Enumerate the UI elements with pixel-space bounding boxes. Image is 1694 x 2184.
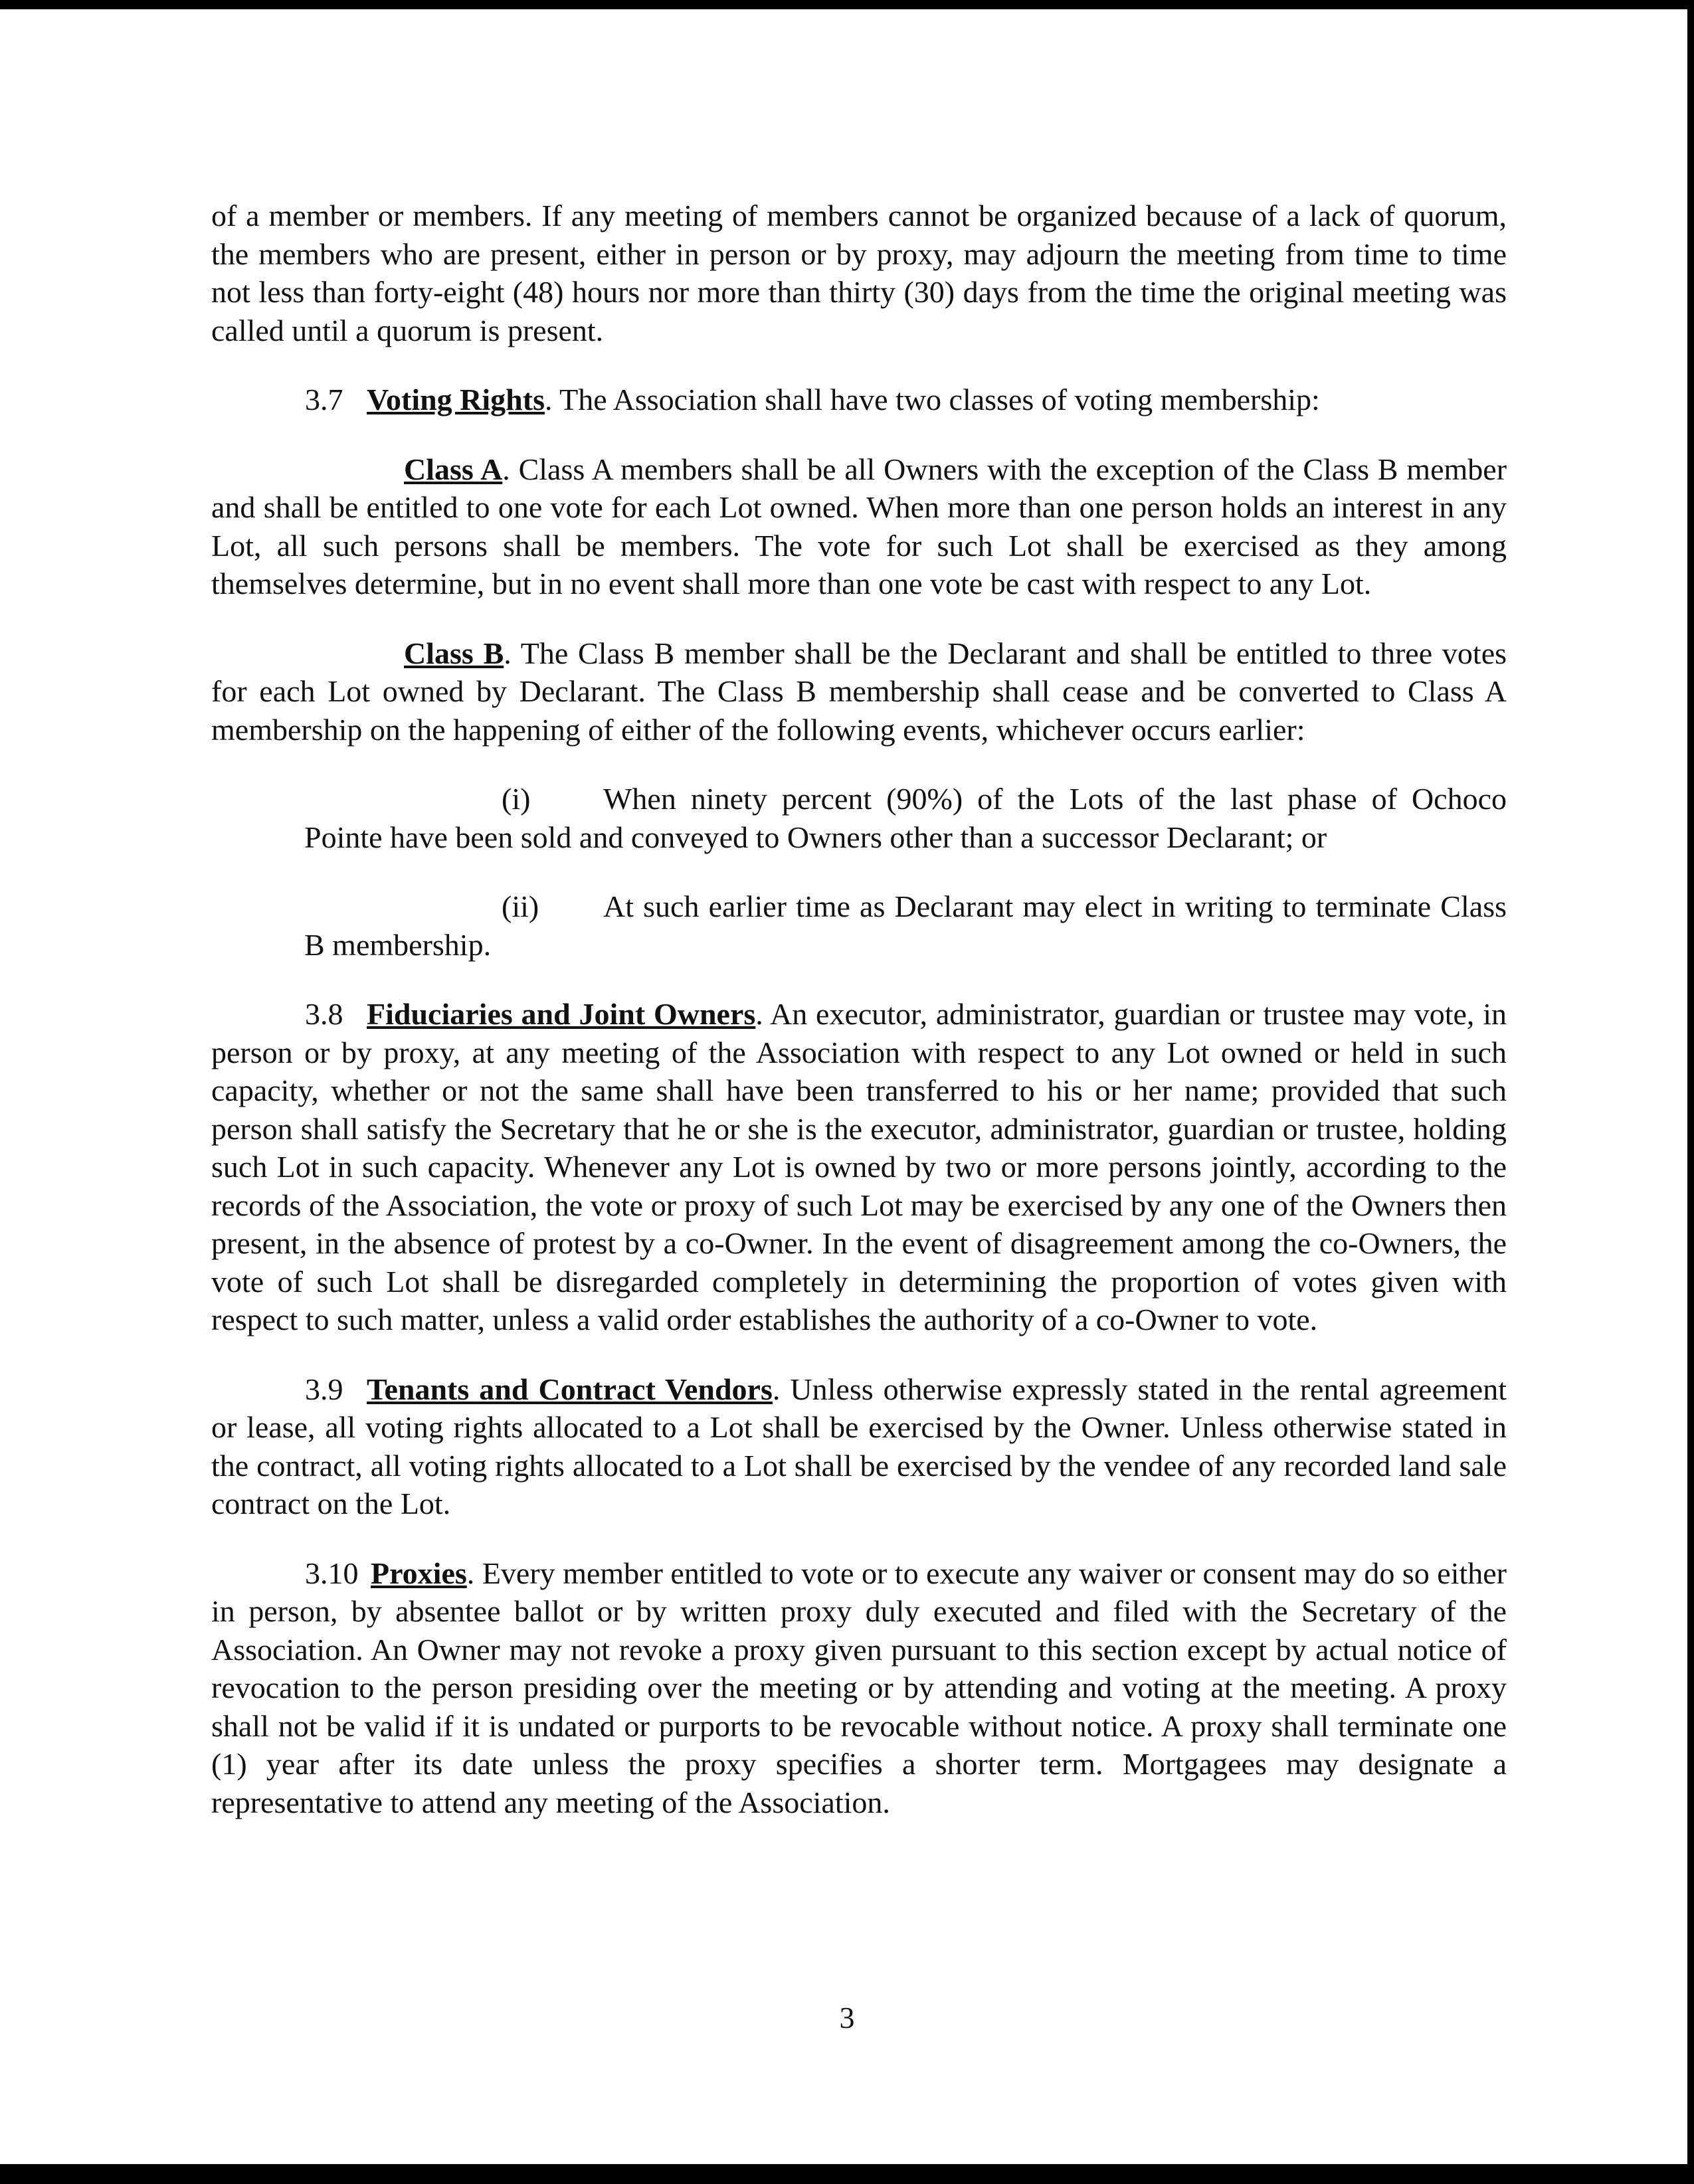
paragraph-continuation: of a member or members. If any meeting of members cannot be organized because of a lack of quorum, the members who are present, either in person or by proxy, may adjourn the meeting from time to time not less than forty-eight (48) hours nor more than thirty (30) days from the time the original meeting was called until a quorum is present. xyxy=(211,199,1507,347)
list-text: When ninety percent (90%) of the Lots of the last phase of Ochoco Pointe have been sold and conveyed to Owners other than a successor Declarant; or xyxy=(304,782,1507,854)
section-heading: Tenants and Contract Vendors xyxy=(367,1372,773,1406)
list-item-ii xyxy=(211,887,1507,964)
section-number: 3.8 xyxy=(305,997,343,1031)
section-3-9 xyxy=(211,1370,1507,1523)
section-number: 3.9 xyxy=(305,1372,343,1406)
class-heading: Class B xyxy=(404,636,504,670)
section-heading: Proxies xyxy=(371,1556,467,1590)
scan-border-top xyxy=(0,0,1694,9)
list-marker: (i) xyxy=(502,782,531,816)
section-3-10 xyxy=(211,1554,1507,1822)
class-text: . Class A members shall be all Owners with the exception of the Class B member and shall be entitled to one vote for each Lot owned. When more than one person holds an interest in any Lot, all such persons shall be members. The vote for such Lot shall be exercised as they among themselves determine, but in no event shall more than one vote be cast with respect to any Lot. xyxy=(211,452,1507,600)
section-number: 3.10 xyxy=(305,1556,359,1590)
section-number: 3.7 xyxy=(305,383,343,416)
scan-border-bottom xyxy=(0,2164,1694,2184)
section-heading: Fiduciaries and Joint Owners xyxy=(367,997,756,1031)
section-heading: Voting Rights xyxy=(367,383,545,416)
class-text: . The Class B member shall be the Declarant and shall be entitled to three votes for each Lot owned by Declarant. The Class B membership shall cease and be converted to Class A membership on the happening of either of the following events, whichever occurs earlier: xyxy=(211,636,1507,747)
page-number: 3 xyxy=(839,2001,855,2035)
class-b-paragraph xyxy=(211,634,1507,749)
list-text: At such earlier time as Declarant may elect in writing to terminate Class B membership. xyxy=(304,889,1507,962)
section-text: . An executor, administrator, guardian or trustee may vote, in person or by proxy, at any meeting of the Association with respect to any Lot owned or held in such capacity, whether or not the same shall have been transferred to his or her name; provided that such person shall satisfy the Secretary that he or she is the executor, administrator, guardian or trustee, holding such Lot in such capacity. Whenever any Lot is owned by two or more persons jointly, according to the records of the Association, the vote or proxy of such Lot may be exercised by any one of the Owners then present, in the absence of protest by a co-Owner. In the event of disagreement among the co-Owners, the vote of such Lot shall be disregarded completely in determining the proportion of votes given with respect to such matter, unless a valid order establishes the authority of a co-Owner to vote. xyxy=(211,997,1507,1336)
class-heading: Class A xyxy=(404,452,503,486)
class-a-paragraph xyxy=(211,450,1507,603)
scan-border-right xyxy=(1687,0,1694,2184)
section-text: . Every member entitled to vote or to execute any waiver or consent may do so either in person, by absentee ballot or by written proxy duly executed and filed with the Secretary of the Association. An Owner may not revoke a proxy given pursuant to this section except by actual notice of revocation to the person presiding over the meeting or by attending and voting at the meeting. A proxy shall not be valid if it is undated or purports to be revocable without notice. A proxy shall terminate one (1) year after its date unless the proxy specifies a shorter term. Mortgagees may designate a representative to attend any meeting of the Association. xyxy=(211,1556,1507,1819)
document-page xyxy=(211,197,1507,1821)
section-3-8 xyxy=(211,995,1507,1339)
section-text: . Unless otherwise expressly stated in the rental agreement or lease, all voting rights allocated to a Lot shall be exercised by the Owner. Unless otherwise stated in the contract, all voting rights allocated to a Lot shall be exercised by the vendee of any recorded land sale contract on the Lot. xyxy=(211,1372,1507,1520)
section-text: . The Association shall have two classes of voting membership: xyxy=(544,383,1320,416)
list-marker: (ii) xyxy=(502,889,539,923)
list-item-i xyxy=(211,780,1507,856)
section-3-7 xyxy=(211,381,1507,419)
